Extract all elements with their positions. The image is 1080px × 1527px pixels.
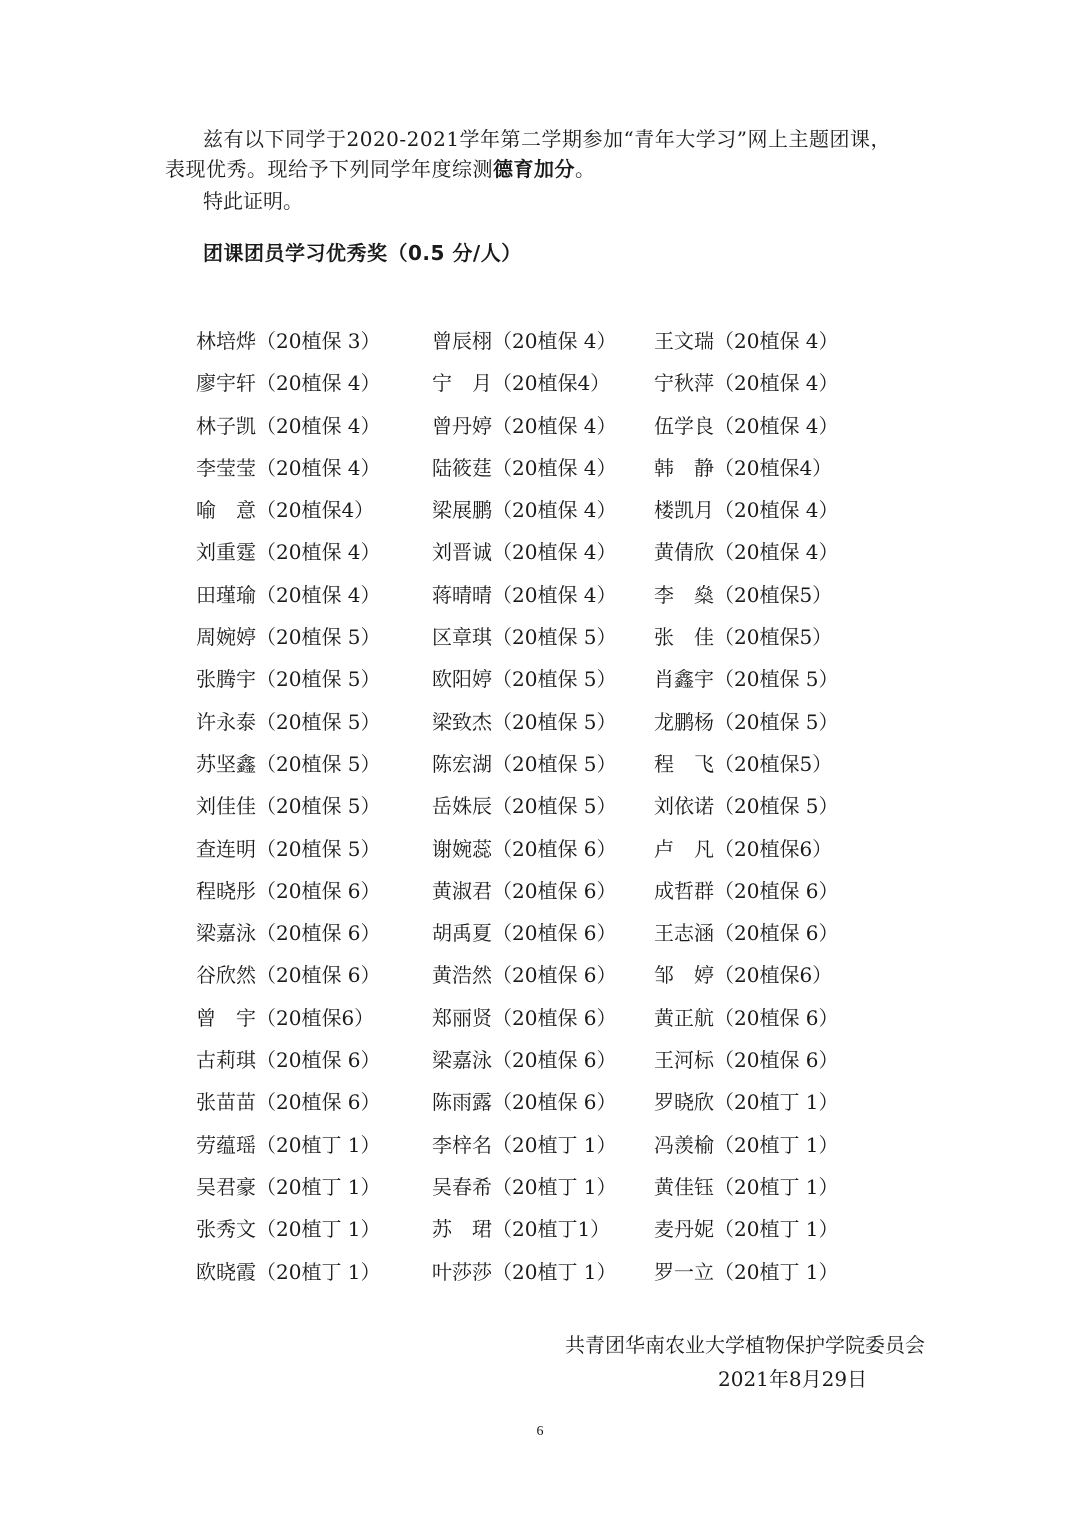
student-entry: 古莉琪（20植保 6） (196, 1048, 381, 1073)
date: 2021年8月29日 (718, 1367, 868, 1391)
intro-bold-text: 德育加分 (493, 157, 575, 181)
student-entry: 张秀文（20植丁 1） (196, 1217, 381, 1242)
student-entry: 楼凯月（20植保 4） (654, 498, 839, 523)
student-entry: 周婉婷（20植保 5） (196, 625, 381, 650)
student-entry: 李 燊（20植保5） (654, 582, 833, 607)
student-entry: 叶莎莎（20植丁 1） (432, 1259, 617, 1284)
student-entry: 区章琪（20植保 5） (432, 625, 617, 650)
student-entry: 欧阳婷（20植保 5） (432, 667, 617, 692)
student-entry: 查连明（20植保 5） (196, 836, 381, 861)
student-entry: 肖鑫宇（20植保 5） (654, 667, 839, 692)
student-entry: 吴春希（20植丁 1） (432, 1174, 617, 1199)
student-list (196, 320, 876, 1293)
student-entry: 王文瑞（20植保 4） (654, 329, 839, 353)
intro-paragraph (165, 124, 905, 184)
intro-text: 兹有以下同学于2020-2021学年第二学期参加“青年大学习”网上主题团课，表现优秀。现给予下列同学年度综测 (165, 127, 892, 181)
student-entry: 林子凯（20植保 4） (196, 413, 381, 438)
student-entry: 岳姝辰（20植保 5） (432, 794, 617, 819)
student-entry: 刘重霆（20植保 4） (196, 540, 381, 565)
student-entry: 李梓名（20植丁 1） (432, 1132, 617, 1157)
intro-text-end: 。 (575, 157, 596, 181)
student-entry: 梁展鹏（20植保 4） (432, 498, 617, 523)
student-entry: 冯羡榆（20植丁 1） (654, 1132, 839, 1157)
student-entry: 黄佳钰（20植丁 1） (654, 1174, 839, 1199)
student-entry: 张苗苗（20植保 6） (196, 1090, 381, 1115)
student-entry: 胡禹夏（20植保 6） (432, 921, 617, 946)
student-entry: 曾丹婷（20植保 4） (432, 413, 617, 438)
certify-text: 特此证明。 (203, 189, 303, 213)
student-entry: 李莹莹（20植保 4） (196, 455, 381, 480)
student-entry: 蒋晴晴（20植保 4） (432, 582, 617, 607)
signature: 共青团华南农业大学植物保护学院委员会 (565, 1333, 925, 1357)
student-entry: 黄淑君（20植保 6） (432, 878, 617, 903)
student-entry: 田瑾瑜（20植保 4） (196, 582, 381, 607)
student-entry: 陈宏湖（20植保 5） (432, 751, 617, 776)
student-entry: 陈雨露（20植保 6） (432, 1090, 617, 1115)
student-entry: 黄浩然（20植保 6） (432, 963, 617, 988)
student-entry: 罗一立（20植丁 1） (654, 1259, 839, 1284)
student-entry: 刘晋诚（20植保 4） (432, 540, 617, 565)
student-entry: 张 佳（20植保5） (654, 625, 833, 650)
student-entry: 程 飞（20植保5） (654, 751, 833, 776)
student-entry: 伍学良（20植保 4） (654, 413, 839, 438)
student-entry: 卢 凡（20植保6） (654, 836, 833, 861)
award-title: 团课团员学习优秀奖（0.5 分/人） (203, 241, 522, 265)
student-entry: 林培烨（20植保 3） (196, 329, 381, 353)
student-entry: 黄正航（20植保 6） (654, 1005, 839, 1030)
student-entry: 许永泰（20植保 5） (196, 709, 381, 734)
student-entry: 黄倩欣（20植保 4） (654, 540, 839, 565)
student-entry: 梁嘉泳（20植保 6） (432, 1048, 617, 1073)
student-entry: 郑丽贤（20植保 6） (432, 1005, 617, 1030)
student-entry: 苏坚鑫（20植保 5） (196, 751, 381, 776)
student-entry: 罗晓欣（20植丁 1） (654, 1090, 839, 1115)
student-entry: 成哲群（20植保 6） (654, 878, 839, 903)
student-entry: 梁致杰（20植保 5） (432, 709, 617, 734)
student-entry: 曾 宇（20植保6） (196, 1005, 375, 1030)
student-entry: 宁 月（20植保4） (432, 371, 611, 396)
student-entry: 程晓彤（20植保 6） (196, 878, 381, 903)
student-entry: 曾辰栩（20植保 4） (432, 329, 617, 353)
student-entry: 谷欣然（20植保 6） (196, 963, 381, 988)
student-entry: 陆筱莛（20植保 4） (432, 455, 617, 480)
student-entry: 吴君豪（20植丁 1） (196, 1174, 381, 1199)
student-entry: 欧晓霞（20植丁 1） (196, 1259, 381, 1284)
student-entry: 苏 珺（20植丁1） (432, 1217, 611, 1242)
student-entry: 谢婉蕊（20植保 6） (432, 836, 617, 861)
student-entry: 麦丹妮（20植丁 1） (654, 1217, 839, 1242)
student-entry: 王志涵（20植保 6） (654, 921, 839, 946)
student-entry: 劳蕴瑶（20植丁 1） (196, 1132, 381, 1157)
student-entry: 梁嘉泳（20植保 6） (196, 921, 381, 946)
student-entry: 喻 意（20植保4） (196, 498, 375, 523)
student-entry: 宁秋萍（20植保 4） (654, 371, 839, 396)
student-entry: 龙鹏杨（20植保 5） (654, 709, 839, 734)
student-entry: 王河标（20植保 6） (654, 1048, 839, 1073)
student-entry: 张腾宇（20植保 5） (196, 667, 381, 692)
student-entry: 邹 婷（20植保6） (654, 963, 833, 988)
student-entry: 刘佳佳（20植保 5） (196, 794, 381, 819)
page-number: 6 (536, 1424, 544, 1439)
student-entry: 刘依诺（20植保 5） (654, 794, 839, 819)
student-entry: 韩 静（20植保4） (654, 455, 833, 480)
student-entry: 廖宇轩（20植保 4） (196, 371, 381, 396)
